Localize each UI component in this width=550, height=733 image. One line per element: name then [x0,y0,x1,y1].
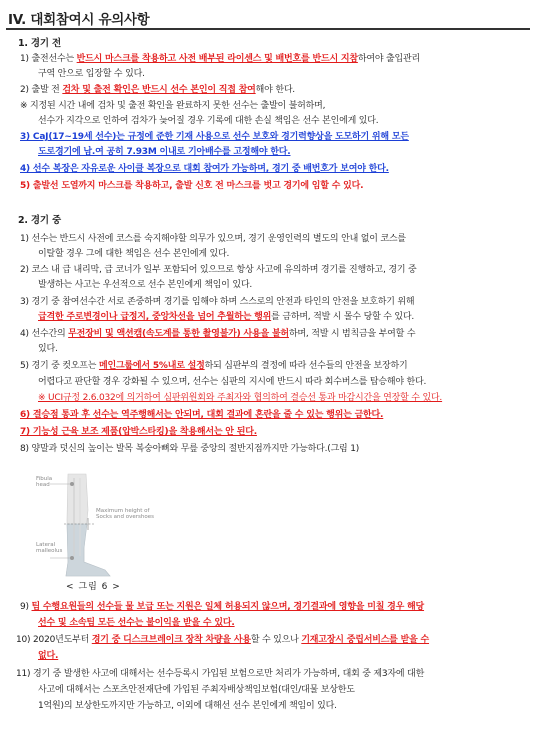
s1-item-2-prefix: 2) 출발 전 [20,85,63,95]
malleolus-label: Lateral malleolus [36,542,63,554]
s2-item-11-cont-1: 사고에 대해서는 스포츠안전재단에 가입된 주최자배상책임보험(대인/대물 보상한도 [38,685,355,695]
s2-item-3: 3) 경기 중 참여선수간 서로 존중하며 경기를 임해야 하며 스스로의 안전과 타인의 안전을 보호하기 위해 [20,297,415,307]
s2-item-7: 7) 기능성 근육 보조 제품(압박스타킹)을 착용해서는 안 된다. [20,427,257,437]
s1-note-2: 선수가 지각으로 인하여 검차가 늦어질 경우 기록에 대한 손실 책임은 선수 본인에게 있다. [38,116,379,126]
s1-item-1-emphasis: 반드시 마스크를 착용하고 사전 배부된 라이센스 및 배번호를 반드시 지참 [76,54,358,64]
s1-note-1: ※ 지정된 시간 내에 검차 및 출전 확인을 완료하지 못한 선수는 출발이 불허하며, [20,101,326,111]
s2-item-5-suffix: 하되 심판부의 결정에 따라 선수들의 안전을 보장하기 [204,361,408,371]
s2-item-10 [16,634,429,647]
s1-item-2-suffix: 해야 한다. [255,85,295,95]
s1-item-3: 3) CaJ(17~19세 선수)는 규정에 준한 기재 사용으로 선수 보호와 경기력향상을 도모하기 위해 모든 [20,132,409,142]
s2-item-1-cont: 이탈할 경우 그에 대한 책임은 선수 본인에게 있다. [38,249,230,259]
s2-item-6: 6) 결승점 통과 후 선수는 역주행해서는 안되며, 대회 결과에 혼란을 줄 수 있는 행위는 금한다. [20,410,384,420]
s2-item-9-emphasis: 팀 수행요원들의 선수들 물 보급 또는 지원은 일체 허용되지 않으며, 경기결과에 영향을 미칠 경우 해당 [31,602,425,612]
s2-item-10-prefix: 10) 2020년도부터 [16,635,92,645]
s2-item-4-emphasis: 무전장비 및 액션캠(속도계를 통한 촬영불가) 사용을 불허 [68,329,289,339]
s1-item-5: 5) 출발선 도열까지 마스크를 착용하고, 출발 신호 전 마스크를 벗고 경기에 임할 수 있다. [20,181,364,191]
title-bar [6,6,530,30]
s2-item-4 [20,328,415,341]
s2-item-5-cont: 어렵다고 판단할 경우 강화될 수 있으며, 선수는 심판의 지시에 반드시 따라 회수버스를 탑승해야 한다. [38,377,427,387]
s2-item-1: 1) 선수는 반드시 사전에 코스를 숙지해야할 의무가 있으며, 경기 운영인력의 별도의 안내 없이 코스를 [20,234,406,244]
s2-item-8: 8) 양말과 덧신의 높이는 발목 복숭아뼈와 무릎 중앙의 절반지점까지만 가능하다.(그림 1) [20,444,360,454]
s1-item-2 [20,84,295,97]
leg-sock-height-figure [30,470,170,582]
s1-item-4: 4) 선수 복장은 자유로운 사이클 복장으로 대회 참여가 가능하며, 경기 중 배번호가 보여야 한다. [20,164,389,174]
s1-item-3-cont: 도로경기에 남.여 공히 7.93M 이내로 기아배수를 고정해야 한다. [38,147,291,157]
s2-item-9-cont: 선수 및 소속팀 모든 선수는 불이익을 받을 수 있다. [38,618,235,628]
section-2-heading: 2. 경기 중 [18,215,61,226]
s2-item-3-suffix: 를 금하며, 적발 시 몰수 당할 수 있다. [271,312,415,322]
s2-item-9 [20,601,424,614]
s2-item-4-cont: 있다. [38,344,58,354]
s2-item-10-middle: 할 수 있으나 [250,635,302,645]
s2-item-5 [20,360,407,373]
figure-caption: < 그림 6 > [66,582,121,592]
s2-item-4-prefix: 4) 선수간의 [20,329,69,339]
s2-item-4-suffix: 하며, 적발 시 범칙금을 부여할 수 [288,329,416,339]
s2-item-2: 2) 코스 내 급 내리막, 급 코너가 일부 포함되어 있으므로 항상 사고에 유의하며 경기를 진행하고, 경기 중 [20,265,417,275]
s2-item-2-cont: 발생하는 사고는 우선적으로 선수 본인에게 책임이 있다. [38,280,252,290]
s2-item-10-emphasis-1: 경기 중 디스크브레이크 장착 차량을 사용 [91,635,251,645]
fibula-head-label: Fibula head [36,476,53,488]
s2-item-9-prefix: 9) [20,602,32,612]
s2-item-3-emphasis: 급격한 주로변경이나 급정지, 중앙차선을 넘어 추월하는 행위 [38,312,272,322]
s2-item-10-cont: 없다. [38,651,59,661]
s2-item-11: 11) 경기 중 발생한 사고에 대해서는 선수등록시 가입된 보험으로만 처리가 가능하며, 대회 중 제3자에 대한 [16,669,425,679]
s1-item-1-cont: 구역 안으로 입장할 수 있다. [38,69,145,79]
section-1-heading: 1. 경기 전 [18,38,61,49]
s2-item-5-emphasis: 메인그룹에서 5%내로 설정 [98,361,205,371]
page-title: IV. 대회참여시 유의사항 [8,12,150,28]
s2-item-5-prefix: 5) 경기 중 컷오프는 [20,361,99,371]
s2-item-3-cont [38,311,414,324]
s1-item-2-emphasis: 검차 및 출전 확인은 반드시 선수 본인이 직접 참여 [62,85,256,95]
s1-item-1 [20,53,420,66]
max-height-label: Maximum height of Socks and overshoes [96,508,155,520]
s2-item-11-cont-2: 1억원)의 보상한도까지만 가능하고, 이외에 대해선 선수 본인에게 책임이 있다. [38,701,337,711]
s2-item-10-emphasis-2: 기재고장시 중립서비스를 받을 수 [301,635,430,645]
s1-item-1-prefix: 1) 출전선수는 [20,54,77,64]
s2-item-5-note: ※ UCI규정 2.6.032에 의거하여 심판위원회와 주최자와 협의하여 결승선 통과 마감시간을 연장할 수 있다. [38,393,443,403]
s1-item-1-suffix: 하여야 출입관리 [357,54,420,64]
